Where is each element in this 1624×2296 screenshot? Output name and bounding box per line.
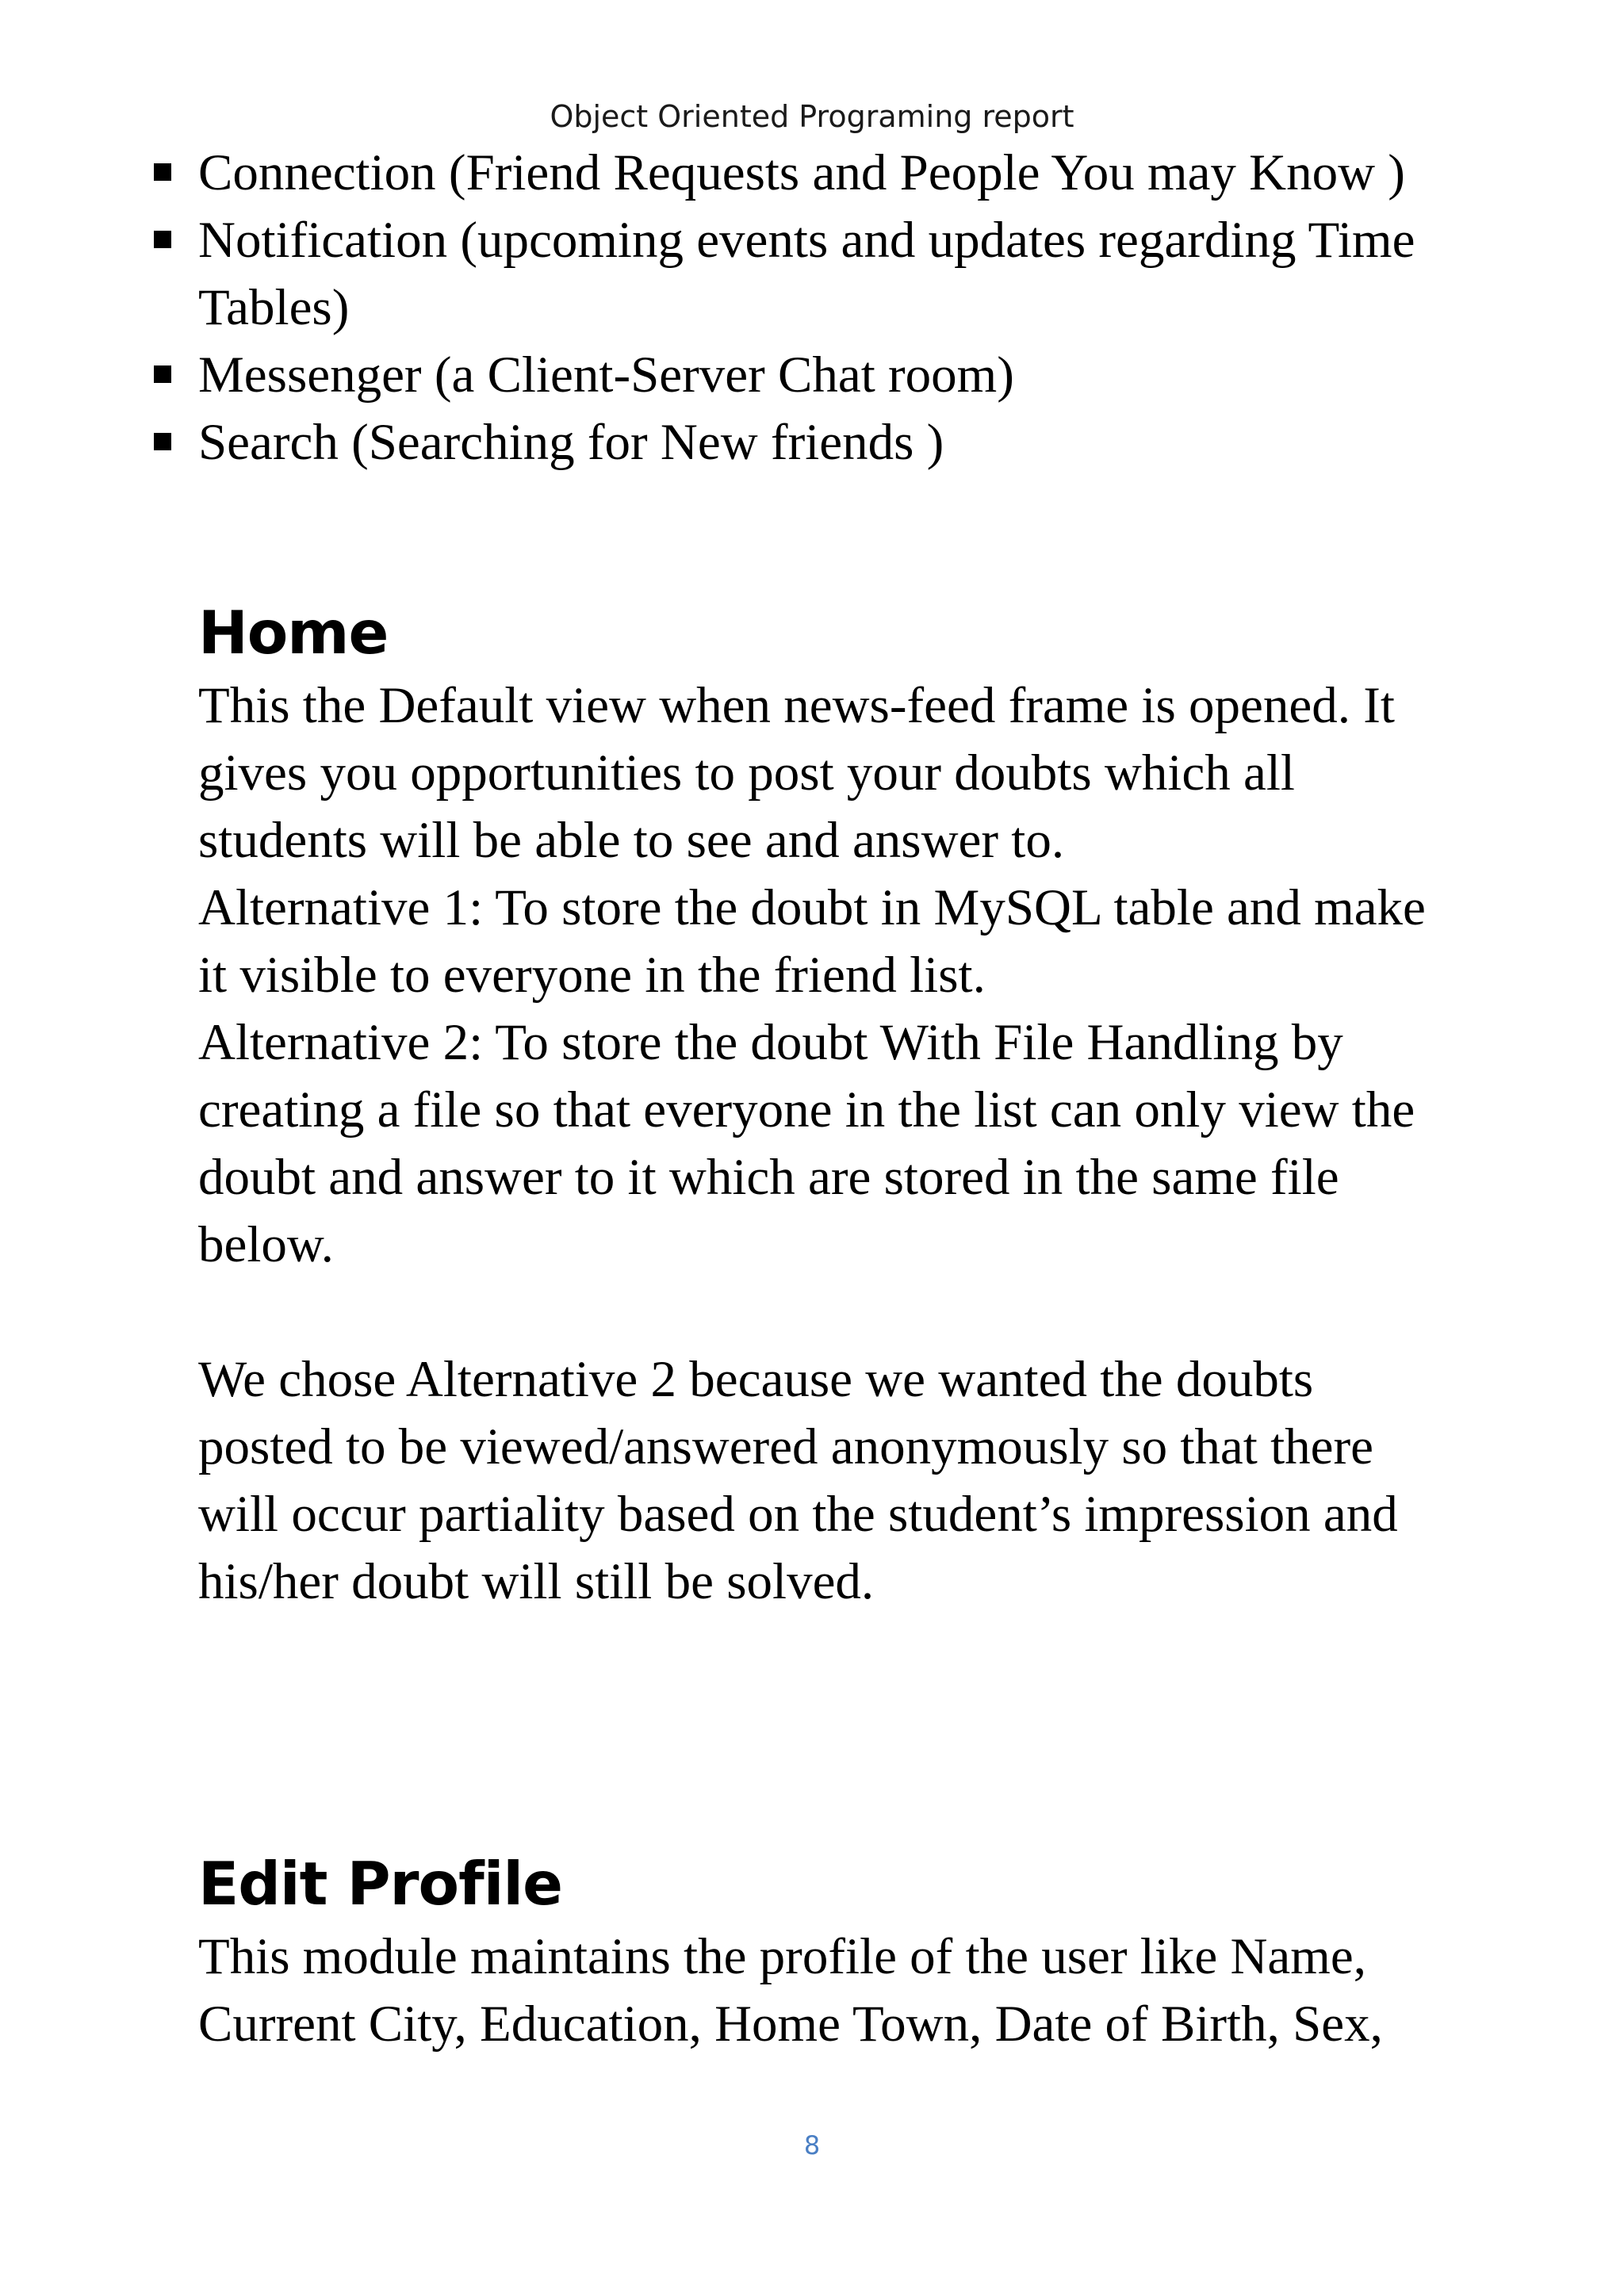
list-item [151,342,1515,409]
list-item [151,207,1515,342]
paragraph-line: Alternative 1: To store the doubt in MySQL table and make [198,879,1426,936]
list-item [151,140,1515,207]
bullet-text-line: Notification (upcoming events and updates regarding Time [198,212,1415,269]
paragraph-spacer [198,1279,1562,1346]
paragraph-line: students will be able to see and answer to. [198,812,1065,869]
running-header: Object Oriented Programing report [550,99,1074,134]
edit-profile-paragraph [198,1923,1562,2058]
paragraph-line: posted to be viewed/answered anonymously so that there [198,1418,1373,1475]
edit-profile-heading: Edit Profile [198,1849,562,1919]
paragraph-line: it visible to everyone in the friend list. [198,947,986,1004]
edit-profile-section [198,1844,1562,2058]
paragraph-line: creating a file so that everyone in the list can only view the [198,1081,1415,1138]
square-bullet-icon [154,365,171,383]
home-description-paragraph [198,672,1562,1279]
home-section [198,593,1562,1616]
bullet-text-line: Search (Searching for New friends ) [198,414,944,471]
square-bullet-icon [154,231,171,248]
paragraph-line: gives you opportunities to post your doubts which all [198,744,1295,802]
bullet-text-line: Tables) [198,279,350,336]
paragraph-line: will occur partiality based on the student’s impression and [198,1486,1398,1543]
paragraph-line: Current City, Education, Home Town, Date of Birth, Sex, [198,1996,1383,2053]
paragraph-line: We chose Alternative 2 because we wanted the doubts [198,1351,1314,1408]
paragraph-line: This module maintains the profile of the user like Name, [198,1928,1366,1985]
home-rationale-paragraph [198,1346,1562,1616]
list-item [151,409,1515,476]
square-bullet-icon [154,433,171,450]
square-bullet-icon [154,163,171,181]
home-heading: Home [198,598,389,668]
paragraph-line: below. [198,1216,334,1273]
bullet-text-line: Connection (Friend Requests and People You may Know ) [198,144,1405,201]
bullet-text-line: Messenger (a Client-Server Chat room) [198,346,1014,404]
paragraph-line: his/her doubt will still be solved. [198,1553,875,1610]
paragraph-line: This the Default view when news-feed frame is opened. It [198,677,1395,734]
paragraph-line: doubt and answer to it which are stored in the same file [198,1149,1339,1206]
feature-bullet-list [151,140,1515,476]
paragraph-line: Alternative 2: To store the doubt With File Handling by [198,1014,1343,1071]
page-number: 8 [803,2130,821,2160]
